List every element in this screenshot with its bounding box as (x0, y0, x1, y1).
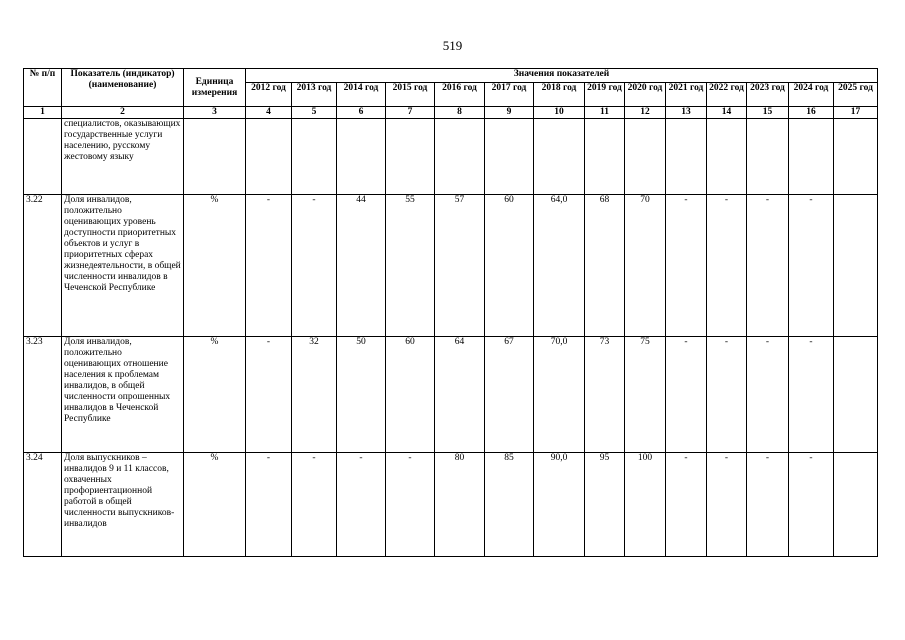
column-number: 17 (834, 107, 878, 119)
row-unit (184, 119, 246, 195)
header-year: 2020 год (625, 83, 666, 107)
row-value (585, 119, 625, 195)
row-value: 95 (585, 453, 625, 557)
column-number: 1 (24, 107, 62, 119)
column-number: 3 (184, 107, 246, 119)
row-value: - (747, 337, 789, 453)
row-value: - (789, 337, 834, 453)
column-number: 11 (585, 107, 625, 119)
row-value: - (337, 453, 386, 557)
header-values-group: Значения показателей (246, 69, 878, 83)
header-year: 2017 год (485, 83, 534, 107)
row-value: 70 (625, 195, 666, 337)
row-value (337, 119, 386, 195)
row-value: 57 (435, 195, 485, 337)
row-value: - (246, 337, 292, 453)
header-year: 2016 год (435, 83, 485, 107)
column-number-row (24, 107, 878, 119)
table-row (24, 453, 878, 557)
row-value: - (666, 453, 707, 557)
header-year: 2015 год (386, 83, 435, 107)
row-value: - (666, 195, 707, 337)
row-unit: % (184, 337, 246, 453)
header-year: 2014 год (337, 83, 386, 107)
header-indicator: Показатель (индикатор) (наименование) (62, 69, 184, 107)
column-number: 4 (246, 107, 292, 119)
header-year: 2025 год (834, 83, 878, 107)
row-value: - (292, 453, 337, 557)
row-value: 55 (386, 195, 435, 337)
row-value: - (707, 453, 747, 557)
row-value: - (666, 337, 707, 453)
row-value: - (747, 195, 789, 337)
header-year: 2022 год (707, 83, 747, 107)
row-unit: % (184, 195, 246, 337)
row-value (789, 119, 834, 195)
header-year: 2013 год (292, 83, 337, 107)
row-value: 60 (386, 337, 435, 453)
row-value: 44 (337, 195, 386, 337)
row-id (24, 119, 62, 195)
row-unit: % (184, 453, 246, 557)
row-value (834, 195, 878, 337)
row-value (834, 119, 878, 195)
row-value (534, 119, 585, 195)
row-value: 80 (435, 453, 485, 557)
row-value: - (789, 453, 834, 557)
header-year: 2012 год (246, 83, 292, 107)
column-number: 6 (337, 107, 386, 119)
row-id: 3.23 (24, 337, 62, 453)
row-value: 90,0 (534, 453, 585, 557)
row-value: 70,0 (534, 337, 585, 453)
row-value (292, 119, 337, 195)
indicators-table (23, 68, 878, 557)
column-number: 16 (789, 107, 834, 119)
row-value (834, 453, 878, 557)
row-value (246, 119, 292, 195)
row-indicator-name: Доля выпускников – инвалидов 9 и 11 классов, охваченных профориентационной работой в общей численности выпускников-инвалидов (62, 453, 184, 557)
row-value (386, 119, 435, 195)
table-row (24, 337, 878, 453)
column-number: 10 (534, 107, 585, 119)
header-year: 2019 год (585, 83, 625, 107)
header-year: 2023 год (747, 83, 789, 107)
row-value: 60 (485, 195, 534, 337)
row-value: 50 (337, 337, 386, 453)
header-year: 2021 год (666, 83, 707, 107)
row-value: 85 (485, 453, 534, 557)
column-number: 7 (386, 107, 435, 119)
row-id: 3.24 (24, 453, 62, 557)
row-value: - (386, 453, 435, 557)
row-value: 75 (625, 337, 666, 453)
row-value: 64 (435, 337, 485, 453)
column-number: 12 (625, 107, 666, 119)
row-value: 67 (485, 337, 534, 453)
row-value (435, 119, 485, 195)
header-year: 2024 год (789, 83, 834, 107)
row-value (625, 119, 666, 195)
row-id: 3.22 (24, 195, 62, 337)
row-indicator-name: специалистов, оказывающих государственные услуги населению, русскому жестовому языку (62, 119, 184, 195)
column-number: 9 (485, 107, 534, 119)
column-number: 14 (707, 107, 747, 119)
table-row (24, 119, 878, 195)
table-row (24, 195, 878, 337)
row-value: - (246, 195, 292, 337)
header-year: 2018 год (534, 83, 585, 107)
header-unit: Единица измерения (184, 69, 246, 107)
column-number: 2 (62, 107, 184, 119)
row-value: 68 (585, 195, 625, 337)
page-number: 519 (442, 38, 463, 53)
row-value: - (707, 195, 747, 337)
row-value: - (747, 453, 789, 557)
row-indicator-name: Доля инвалидов, положительно оценивающих уровень доступности приоритетных объектов и услуг в приоритетных сферах жизнедеятельности, в общей численности инвалидов в Чеченской Республике (62, 195, 184, 337)
row-value (666, 119, 707, 195)
row-value (834, 337, 878, 453)
row-value: - (246, 453, 292, 557)
row-value: 100 (625, 453, 666, 557)
row-value: - (292, 195, 337, 337)
row-value: - (789, 195, 834, 337)
row-indicator-name: Доля инвалидов, положительно оценивающих отношение населения к проблемам инвалидов, в общей численности опрошенных инвалидов в Чеченской Республике (62, 337, 184, 453)
column-number: 13 (666, 107, 707, 119)
column-number: 8 (435, 107, 485, 119)
row-value: 32 (292, 337, 337, 453)
header-no: № п/п (24, 69, 62, 107)
row-value (707, 119, 747, 195)
row-value (747, 119, 789, 195)
row-value: 64,0 (534, 195, 585, 337)
row-value (485, 119, 534, 195)
row-value: 73 (585, 337, 625, 453)
row-value: - (707, 337, 747, 453)
column-number: 15 (747, 107, 789, 119)
column-number: 5 (292, 107, 337, 119)
